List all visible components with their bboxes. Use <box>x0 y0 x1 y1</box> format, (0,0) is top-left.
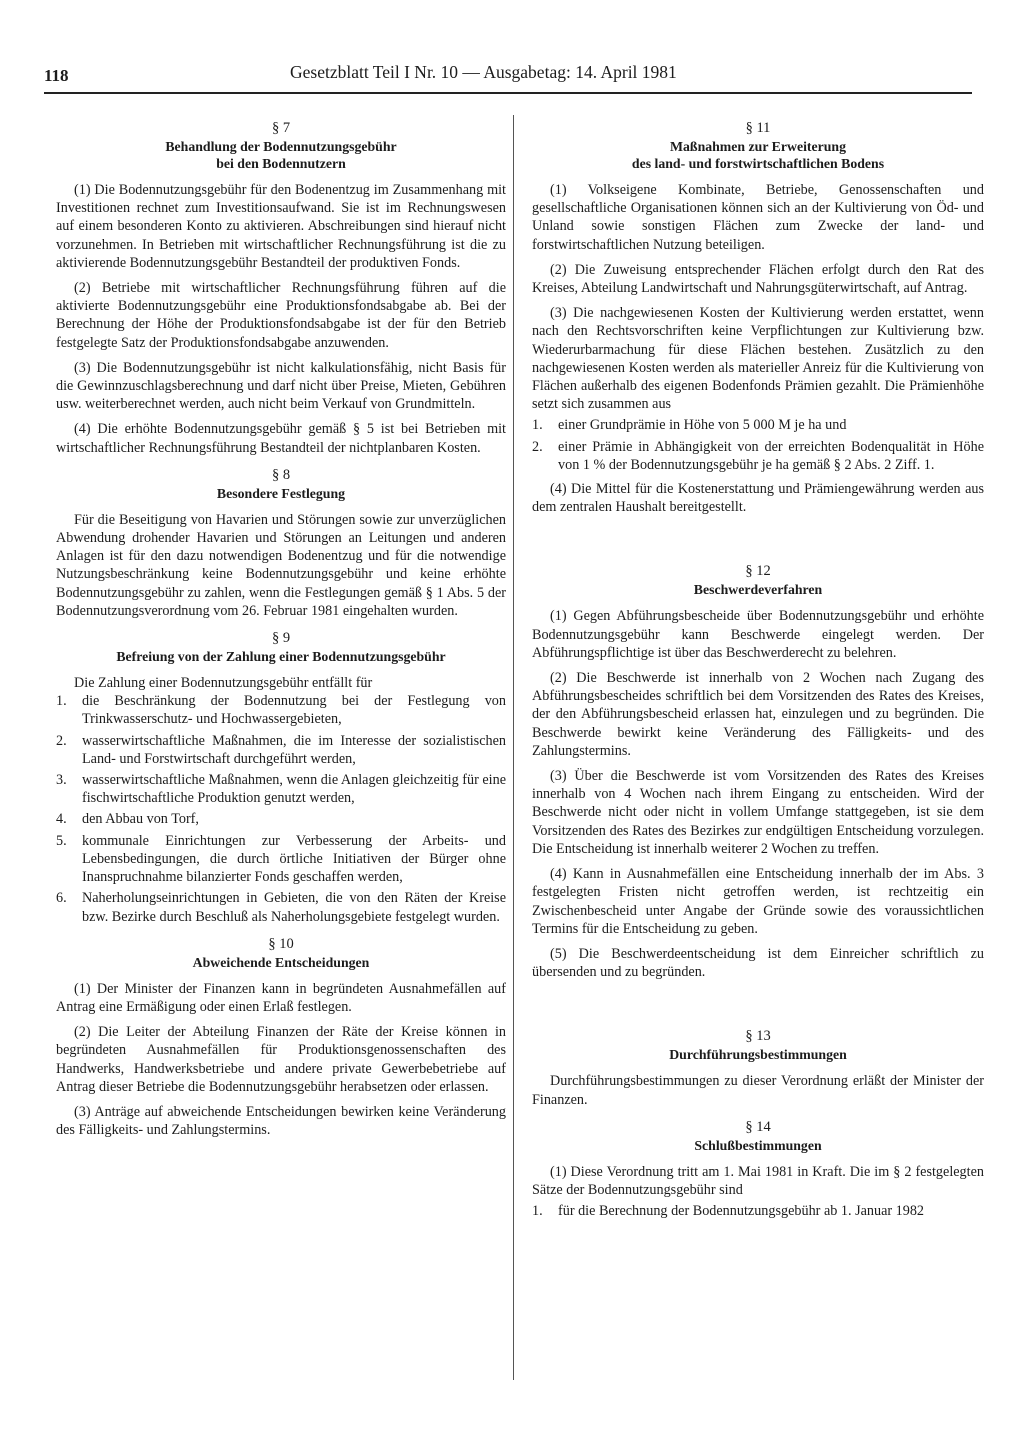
list-item <box>56 889 506 925</box>
section-8-paragraph-1: Für die Beseitigung von Havarien und Störungen sowie zur unverzüglichen Abwendung drohender Havarien und Störungen an Leitungen und anderen Anlagen ist für den dazu notwendigen Bodenentzug und für die notwendige Nutzungsbeschränkung keine Bodennutzungsgebühr und keine erhöhte Bodennutzungsgebühr zu zahlen, wenn die Festlegungen gemäß § 1 Abs. 5 der Bodennutzungsverordnung vom 26. Februar 1981 eingehalten wurden. <box>56 511 506 619</box>
section-14-title: Schlußbestimmungen <box>694 1137 822 1153</box>
list-item-number: 4. <box>56 811 67 828</box>
list-item-number: 2. <box>532 438 543 455</box>
section-12-number: § 12 <box>745 563 771 580</box>
page-number: 118 <box>44 66 69 85</box>
section-9-number: § 9 <box>271 630 291 647</box>
section-11-title-line2: des land- und forstwirtschaftlichen Bodens <box>631 156 885 171</box>
left-column <box>56 110 506 1146</box>
section-12-paragraph-4: (4) Kann in Ausnahmefällen eine Entscheidung innerhalb der im Abs. 3 festgelegten Fristen nicht getroffen werden, ist rechtzeitig ein Zwischenbescheid unter Angabe der Gründe sowie des voraussichtlichen Termins für die Entscheidung zu geben. <box>532 866 984 937</box>
section-11-list <box>532 416 984 474</box>
section-12-title: Beschwerdeverfahren <box>693 582 823 598</box>
section-11-paragraph-1: (1) Volkseigene Kombinate, Betriebe, Genossenschaften und gesellschaftliche Organisationen können sich an der Kultivierung von Öd- und Unland sowie sonstigen Flächen zum Zwecke der land- und forstwirtschaftlichen Nutzung beteiligen. <box>532 182 984 253</box>
section-11-paragraph-4: (4) Die Mittel für die Kostenerstattung und Prämiengewährung werden aus dem zentralen Haushalt bereitgestellt. <box>532 481 984 516</box>
section-7-title <box>56 138 506 172</box>
section-10-paragraph-2: (2) Die Leiter der Abteilung Finanzen der Räte der Kreise können in begründeten Ausnahmefällen für Produktionsgenossenschaften des Handwerks, Handwerksbetriebe und andere private Gewerbebetriebe auf Antrag dieser Betriebe die Bodennutzungsgebühr herabsetzen oder erlassen. <box>56 1024 506 1095</box>
section-12-paragraph-1: (1) Gegen Abführungsbescheide über Bodennutzungsgebühr und erhöhte Bodennutzungsgebühr kann Beschwerde eingelegt werden. Der Abführungspflichtige ist über das Beschwerderecht zu belehren. <box>532 608 984 661</box>
list-item <box>532 438 984 474</box>
section-9-list <box>56 692 506 925</box>
section-14-paragraph-1: (1) Diese Verordnung tritt am 1. Mai 1981 in Kraft. Die im § 2 festgelegten Sätze der Bodennutzungsgebühr sind <box>532 1163 984 1198</box>
section-8-number: § 8 <box>271 466 291 483</box>
list-item-text: einer Prämie in Abhängigkeit von der erreichten Bodenqualität in Höhe von 1 % der Bodennutzungsgebühr je ha gemäß § 2 Abs. 2 Ziff. 1. <box>558 438 984 473</box>
section-11-title-line1: Maßnahmen zur Erweiterung <box>669 139 847 154</box>
list-item <box>56 771 506 807</box>
list-item-text: Naherholungseinrichtungen in Gebieten, die von den Räten der Kreise bzw. Bezirke durch Beschluß als Naherholungsgebiete festgelegt wurden. <box>82 890 506 925</box>
section-7-paragraph-4: (4) Die erhöhte Bodennutzungsgebühr gemäß § 5 ist bei Betrieben mit wirtschaftlicher Rechnungsführung Bestandteil der nichtplanbaren Kosten. <box>56 421 506 456</box>
section-10-paragraph-3: (3) Anträge auf abweichende Entscheidungen bewirken keine Veränderung des Fälligkeits- und Zahlungstermins. <box>56 1103 506 1139</box>
list-item-number: 1. <box>56 693 67 710</box>
list-item-text: wasserwirtschaftliche Maßnahmen, die im Interesse der sozialistischen Land- und Forstwirtschaft durchgeführt werden, <box>82 732 506 767</box>
list-item <box>56 732 506 768</box>
section-spacer <box>532 523 984 553</box>
section-7-number: § 7 <box>271 120 291 136</box>
list-item <box>532 416 984 434</box>
list-item-text: den Abbau von Torf, <box>82 811 199 828</box>
list-item-number: 3. <box>56 772 67 789</box>
section-7-title-line1: Behandlung der Bodennutzungsgebühr <box>165 139 397 154</box>
section-8-title: Besondere Festlegung <box>216 485 346 501</box>
right-column <box>532 110 984 1226</box>
section-13-paragraph-1: Durchführungsbestimmungen zu dieser Verordnung erläßt der Minister der Finanzen. <box>532 1073 984 1108</box>
list-item-number: 5. <box>56 832 67 849</box>
section-14-number: § 14 <box>745 1118 771 1135</box>
list-item <box>56 692 506 728</box>
column-divider <box>513 115 514 1380</box>
section-12-paragraph-3: (3) Über die Beschwerde ist vom Vorsitzenden des Rates des Kreises innerhalb von 4 Wochen nach ihrem Eingang zu entscheiden. Wird der Beschwerde nicht oder nicht in vollem Umfange stattgegeben, ist sie dem Vorsitzenden des Rates des Bezirkes zur endgültigen Entscheidung vorzulegen. Die Entscheidung ist innerhalb weiterer 2 Wochen zu treffen. <box>532 768 984 857</box>
section-9-title: Befreiung von der Zahlung einer Bodennutzungsgebühr <box>116 649 446 665</box>
section-7-paragraph-2: (2) Betriebe mit wirtschaftlicher Rechnungsführung führen auf die aktivierte Bodennutzungsgebühr eine Produktionsfondsabgabe ab. Bei der Berechnung der Höhe der Produktionsfondsabgabe ist der für den Betrieb festgelegte Satz der Produktionsfondsabgabe anzuwenden. <box>56 280 506 351</box>
list-item-text: die Beschränkung der Bodennutzung bei der Festlegung von Trinkwasserschutz- und Hochwassergebieten, <box>82 693 506 728</box>
section-10-title: Abweichende Entscheidungen <box>192 954 370 970</box>
section-14-list <box>532 1202 984 1220</box>
list-item-number: 2. <box>56 732 67 749</box>
section-10-number: § 10 <box>268 935 294 952</box>
section-11-number: § 11 <box>745 120 771 136</box>
section-7-paragraph-3: (3) Die Bodennutzungsgebühr ist nicht kalkulationsfähig, nicht Basis für die Gewinnzuschlagsberechnung und darf nicht über Preise, Mieten, Gebühren usw. weiterberechnet werden, auch nicht beim Verkauf von Grundmitteln. <box>56 359 506 413</box>
section-13-number: § 13 <box>745 1028 771 1045</box>
section-12-paragraph-5: (5) Die Beschwerdeentscheidung ist dem Einreicher schriftlich zu übersenden und zu begründen. <box>532 945 984 981</box>
section-12-paragraph-2: (2) Die Beschwerde ist innerhalb von 2 Wochen nach Zugang des Abführungsbescheides schriftlich bei dem Vorsitzenden des Rates des Kreises, der den Abführungsbescheid erlassen hat, einzulegen und zu begründen. Die Beschwerde bewirkt keine Veränderung des Fälligkeits- und des Zahlungstermins. <box>532 670 984 759</box>
section-9-intro: Die Zahlung einer Bodennutzungsgebühr entfällt für <box>74 675 373 692</box>
list-item-text: einer Grundprämie in Höhe von 5 000 M je ha und <box>558 417 847 434</box>
list-item-text: für die Berechnung der Bodennutzungsgebühr ab 1. Januar 1982 <box>558 1203 925 1220</box>
list-item <box>56 832 506 887</box>
list-item-number: 6. <box>56 890 67 907</box>
section-13-title: Durchführungsbestimmungen <box>669 1047 847 1063</box>
section-11-title <box>532 138 984 172</box>
section-7-paragraph-1: (1) Die Bodennutzungsgebühr für den Bodenentzug im Zusammenhang mit Investitionen rechnet zum Investitionsaufwand. Sie ist im Rechnungswesen auf einem besonderen Konto zu aktivieren. Abschreibungen sind hierauf nicht vorzunehmen. In Betrieben mit wirtschaftlicher Rechnungsführung ist die zu aktivierende Bodennutzungsgebühr Bestandteil der produktiven Fonds. <box>56 182 506 271</box>
section-11-paragraph-3: (3) Die nachgewiesenen Kosten der Kultivierung werden erstattet, wenn nach den Rechtsvorschriften keine Verpflichtungen zur Kultivierung bzw. Wiederurbarmachung für diese Flächen bestehen. Zusätzlich zu den nachgewiesenen Kosten werden als materieller Anreiz für die Kultivierung von Flächen außerhalb des eigenen Bodenfonds Prämien gezahlt. Die Prämienhöhe setzt sich zusammen aus <box>532 305 984 413</box>
section-11-paragraph-2: (2) Die Zuweisung entsprechender Flächen erfolgt durch den Rat des Kreises, Abteilung Landwirtschaft und Nahrungsgüterwirtschaft, auf Antrag. <box>532 261 984 297</box>
list-item <box>56 810 506 828</box>
gazette-title: Gesetzblatt Teil I Nr. 10 — Ausgabetag: 14. April 1981 <box>290 62 677 82</box>
list-item-text: wasserwirtschaftliche Maßnahmen, wenn die Anlagen gleichzeitig für eine fischwirtschaftliche Produktion genutzt werden, <box>82 772 506 807</box>
section-spacer <box>532 988 984 1018</box>
list-item-number: 1. <box>532 1203 543 1220</box>
list-item-number: 1. <box>532 417 543 434</box>
page-header <box>44 62 972 94</box>
section-10-paragraph-1: (1) Der Minister der Finanzen kann in begründeten Ausnahmefällen auf Antrag eine Ermäßigung oder einen Erlaß festlegen. <box>56 980 506 1015</box>
list-item <box>532 1202 984 1220</box>
list-item-text: kommunale Einrichtungen zur Verbesserung der Arbeits- und Lebensbedingungen, die durch örtliche Initiativen der Bürger ohne Inanspruchnahme bilanzierter Fonds geschaffen werden, <box>82 832 506 886</box>
section-7-title-line2: bei den Bodennutzern <box>216 156 346 171</box>
